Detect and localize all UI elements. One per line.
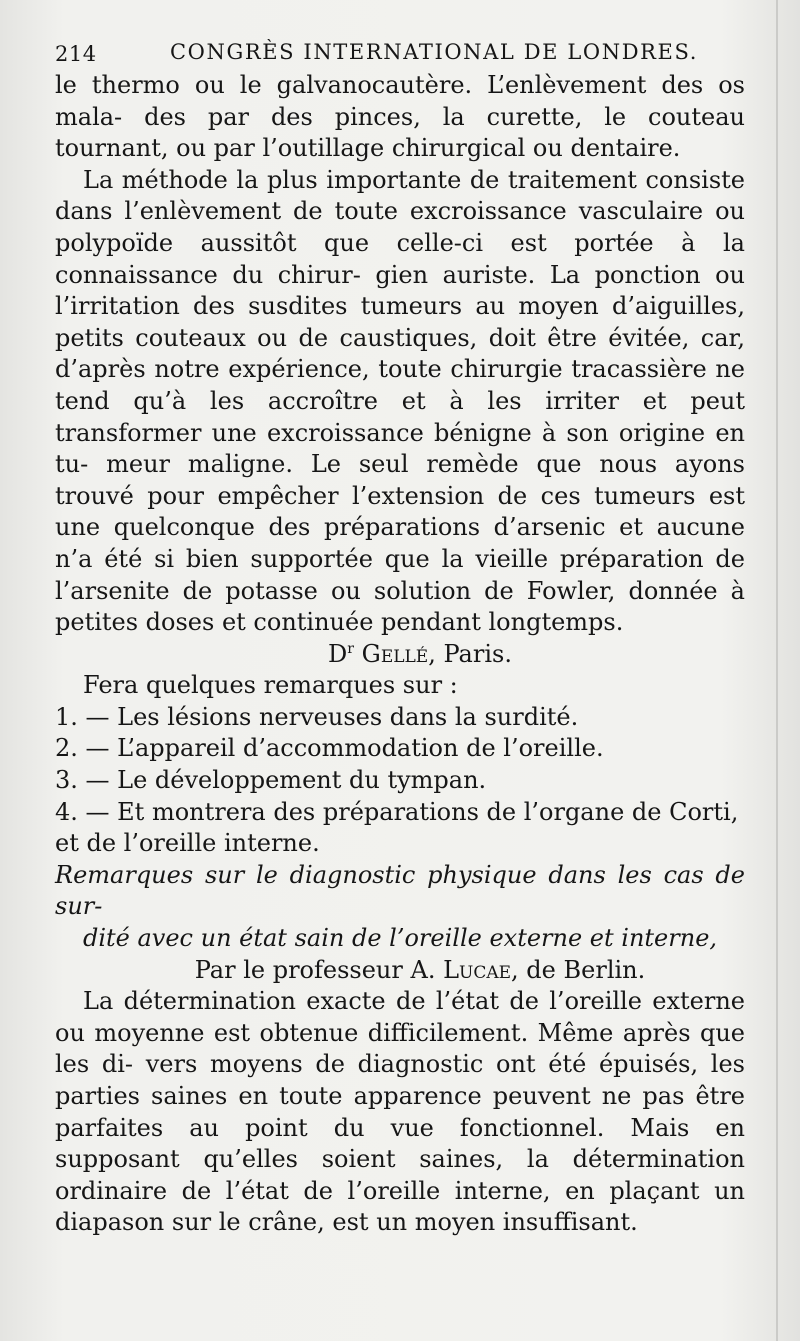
author-place: , Paris. <box>428 639 512 668</box>
paragraph-continued <box>55 70 745 165</box>
list-item: 1. — Les lésions nerveuses dans la surdité. <box>55 702 579 731</box>
page-number: 214 <box>55 42 97 66</box>
list-item: 2. — L’appareil d’accommodation de l’oreille. <box>55 734 604 763</box>
paragraph-diagnosis <box>55 986 745 1239</box>
author-title: D <box>328 639 348 668</box>
list-item-continuation: et de l’oreille interne. <box>55 829 320 858</box>
text-line: préparations d’arsenic et aucune n’a été si bien supportée que <box>55 513 745 573</box>
text-line: La détermination exacte de l’état de l’oreille externe ou <box>55 987 745 1047</box>
text-line: transformer une excroissance bénigne à son origine en tu- <box>55 418 745 479</box>
body-text <box>55 70 745 1239</box>
text-line: en toute apparence peuvent ne pas être parfaites au point <box>55 1082 745 1142</box>
text-line: empêcher l’extension de ces tumeurs est une quelconque des <box>55 481 746 542</box>
byline-author: Lucae <box>443 955 512 984</box>
paragraph-treatment <box>55 165 745 639</box>
text-line: la détermination ordinaire de l’état de l’oreille interne, en <box>55 1145 745 1205</box>
title-line-1: Remarques sur le diagnostic physique dans les cas de sur- <box>55 860 745 921</box>
title-line-2: dité avec un état sain de l’oreille externe et interne, <box>82 924 718 953</box>
page-edge-shadow <box>776 0 778 1341</box>
text-line: la vieille préparation de l’arsenite de potasse ou solution <box>55 544 745 605</box>
text-line: gien auriste. La ponction ou l’irritation des susdites tumeurs <box>55 260 745 321</box>
text-line: du vue fonctionnel. Mais en supposant qu’elles soient saines, <box>55 1113 746 1174</box>
text-line: tracassière ne tend qu’à les accroître et à les irriter et peut <box>55 355 745 415</box>
list-item: 4. — Et montrera des préparations de l’organe de Corti, <box>55 797 739 826</box>
byline-suffix: , de Berlin. <box>511 955 646 984</box>
text-line: aussitôt que celle-ci est portée à la connaissance du chirur- <box>55 228 745 289</box>
text-line: moyenne est obtenue difficilement. Même après que les di- <box>55 1018 745 1079</box>
text-line: des par des pinces, la curette, le couteau tournant, ou par <box>55 102 745 163</box>
author-name: Gellé <box>361 639 429 668</box>
text-line: l’outillage chirurgical ou dentaire. <box>262 134 681 163</box>
text-line: La méthode la plus importante de traitement consiste dans <box>55 165 745 226</box>
text-line: au moyen d’aiguilles, petits couteaux ou de caustiques, doit <box>55 292 745 352</box>
text-line: l’enlèvement de toute excroissance vasculaire ou polypoïde <box>55 197 745 257</box>
author-heading <box>55 639 745 671</box>
remarks-intro: Fera quelques remarques sur : <box>83 671 458 700</box>
text-line: longtemps. <box>488 608 624 637</box>
running-header <box>55 34 740 74</box>
byline-prefix: Par le professeur A. <box>194 955 444 984</box>
list-item: 3. — Le développement du tympan. <box>55 766 487 795</box>
text-line: meur maligne. Le seul remède que nous ayons trouvé pour <box>55 450 745 510</box>
author-title-sup: r <box>347 640 354 657</box>
text-line: plaçant un diapason sur le crâne, est un moyen insuffisant. <box>55 1176 745 1237</box>
text-line: le thermo ou le galvanocautère. L’enlèvement des os mala- <box>55 71 745 131</box>
text-line: de Fowler, donnée à petites doses et continuée pendant <box>55 576 745 637</box>
text-line: vers moyens de diagnostic ont été épuisés, les parties saines <box>55 1050 745 1110</box>
running-title: CONGRÈS INTERNATIONAL DE LONDRES. <box>170 40 698 64</box>
text-line: être évitée, car, d’après notre expérience, toute chirurgie <box>55 323 745 384</box>
article-byline <box>55 955 745 987</box>
article-title <box>55 860 745 955</box>
